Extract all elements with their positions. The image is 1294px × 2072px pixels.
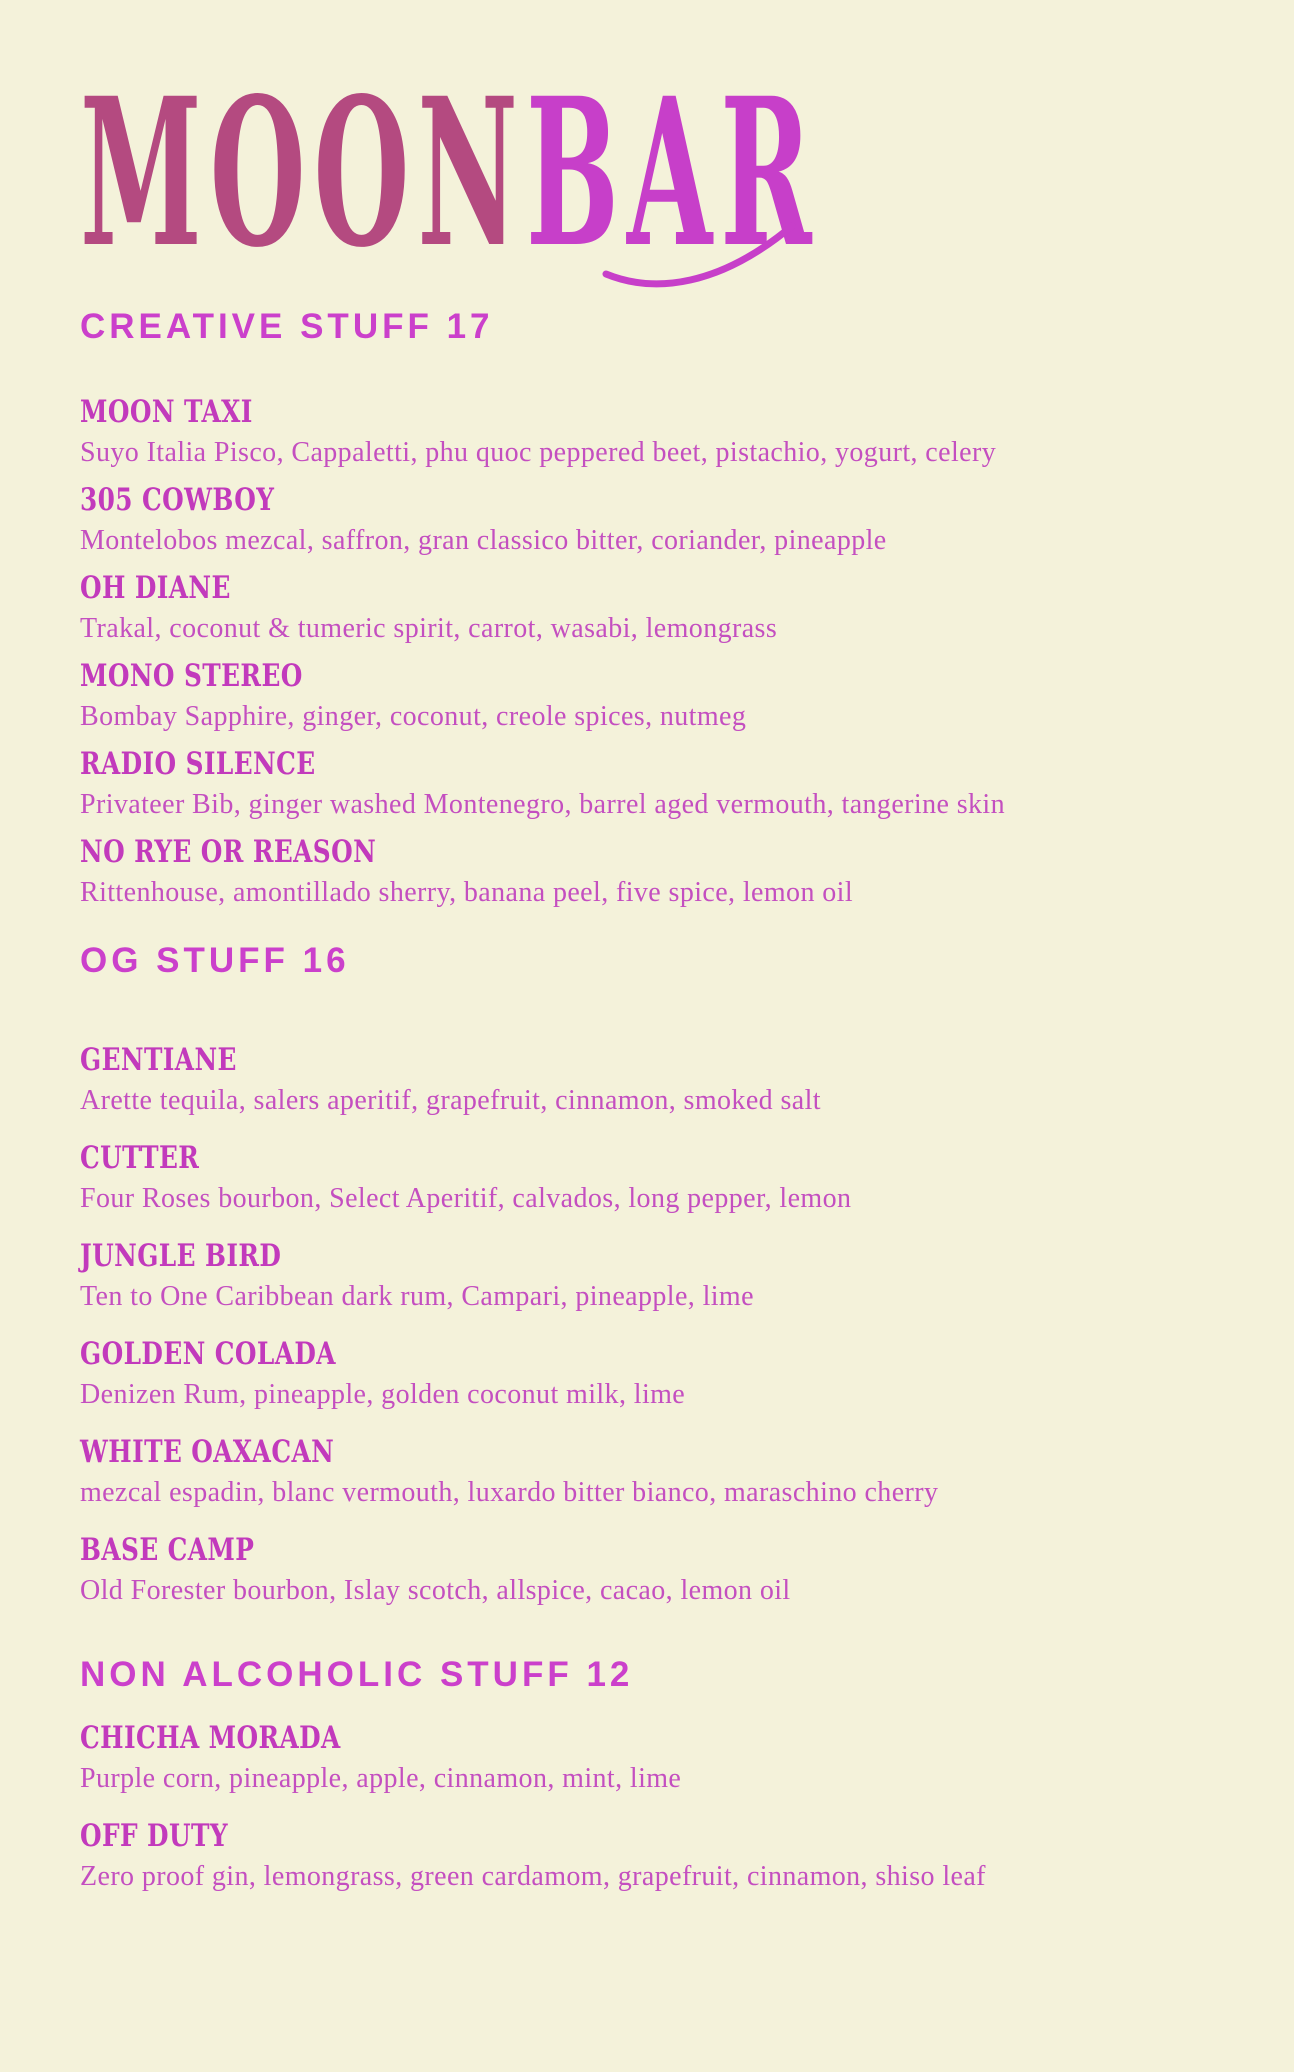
item-name: GOLDEN COLADA bbox=[80, 1336, 336, 1372]
item-description: Four Roses bourbon, Select Aperitif, calvados, long pepper, lemon bbox=[80, 1183, 852, 1214]
menu-item bbox=[80, 1140, 1214, 1216]
section-items bbox=[80, 1042, 1214, 1608]
menu-page bbox=[0, 53, 1294, 2072]
item-name: JUNGLE BIRD bbox=[80, 1238, 282, 1274]
item-name: WHITE OAXACAN bbox=[80, 1434, 335, 1470]
item-description: mezcal espadin, blanc vermouth, luxardo bitter bianco, maraschino cherry bbox=[80, 1477, 939, 1508]
item-description: Zero proof gin, lemongrass, green cardamom, grapefruit, cinnamon, shiso leaf bbox=[80, 1861, 986, 1892]
item-description: Arette tequila, salers aperitif, grapefruit, cinnamon, smoked salt bbox=[80, 1085, 821, 1116]
item-name: MOON TAXI bbox=[80, 394, 253, 430]
item-description: Denizen Rum, pineapple, golden coconut milk, lime bbox=[80, 1379, 686, 1410]
menu-item bbox=[80, 658, 1214, 734]
logo-word-bar: BAR bbox=[525, 53, 820, 293]
item-name: RADIO SILENCE bbox=[80, 746, 316, 782]
menu-item bbox=[80, 1532, 1214, 1608]
menu-item bbox=[80, 570, 1214, 646]
section-items bbox=[80, 394, 1214, 910]
menu-item bbox=[80, 482, 1214, 558]
item-description: Bombay Sapphire, ginger, coconut, creole spices, nutmeg bbox=[80, 701, 747, 732]
item-description: Old Forester bourbon, Islay scotch, allspice, cacao, lemon oil bbox=[80, 1575, 791, 1606]
item-name: 305 COWBOY bbox=[80, 482, 275, 518]
item-name: MONO STEREO bbox=[80, 658, 303, 694]
section-title: OG STUFF 16 bbox=[80, 941, 350, 980]
item-name: NO RYE OR REASON bbox=[80, 834, 377, 870]
item-description: Rittenhouse, amontillado sherry, banana peel, five spice, lemon oil bbox=[80, 877, 853, 908]
item-name: GENTIANE bbox=[80, 1042, 237, 1078]
section-items bbox=[80, 1720, 1214, 1894]
item-description: Montelobos mezcal, saffron, gran classico bitter, coriander, pineapple bbox=[80, 525, 887, 556]
menu-item bbox=[80, 746, 1214, 822]
item-description: Trakal, coconut & tumeric spirit, carrot, wasabi, lemongrass bbox=[80, 613, 778, 644]
menu-item bbox=[80, 1336, 1214, 1412]
menu-sections bbox=[80, 306, 1214, 1894]
item-name: BASE CAMP bbox=[80, 1532, 255, 1568]
item-description: Ten to One Caribbean dark rum, Campari, pineapple, lime bbox=[80, 1281, 754, 1312]
menu-item bbox=[80, 1818, 1214, 1894]
section-title: NON ALCOHOLIC STUFF 12 bbox=[80, 1655, 634, 1694]
item-description: Privateer Bib, ginger washed Montenegro, barrel aged vermouth, tangerine skin bbox=[80, 789, 1005, 820]
menu-item bbox=[80, 1042, 1214, 1118]
menu-item bbox=[80, 394, 1214, 470]
menu-section bbox=[80, 940, 1214, 1608]
logo-word-moon: MOON bbox=[80, 53, 526, 293]
menu-item bbox=[80, 1238, 1214, 1314]
item-description: Suyo Italia Pisco, Cappaletti, phu quoc peppered beet, pistachio, yogurt, celery bbox=[80, 437, 997, 468]
section-title: CREATIVE STUFF 17 bbox=[80, 307, 494, 346]
item-name: OFF DUTY bbox=[80, 1818, 228, 1854]
logo bbox=[80, 53, 1214, 293]
item-name: CUTTER bbox=[80, 1140, 200, 1176]
item-name: OH DIANE bbox=[80, 570, 231, 606]
menu-section bbox=[80, 306, 1214, 910]
menu-section bbox=[80, 1654, 1214, 1894]
item-name: CHICHA MORADA bbox=[80, 1720, 341, 1756]
menu-item bbox=[80, 1434, 1214, 1510]
item-description: Purple corn, pineapple, apple, cinnamon, mint, lime bbox=[80, 1763, 682, 1794]
logo-wordmark bbox=[80, 53, 820, 293]
menu-item bbox=[80, 1720, 1214, 1796]
menu-item bbox=[80, 834, 1214, 910]
